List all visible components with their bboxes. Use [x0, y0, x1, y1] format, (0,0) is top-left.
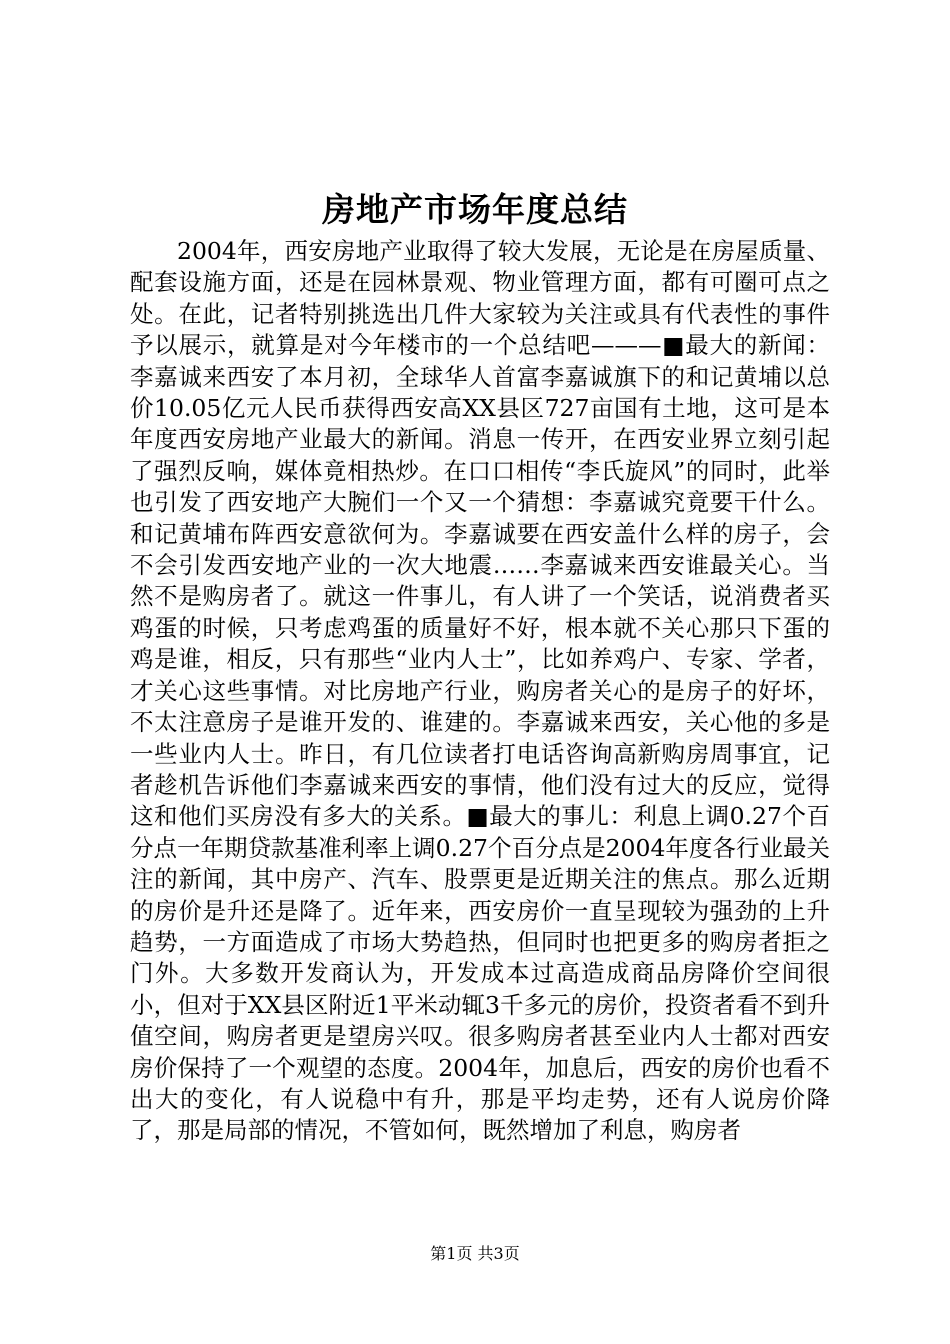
document-title: 房地产市场年度总结 — [322, 190, 628, 229]
document-body: 2004年，西安房地产业取得了较大发展，无论是在房屋质量、配套设施方面，还是在园林景观、物业管理方面，都有可圈可点之处。在此，记者特别挑选出几件大家较为关注或具有代表性的事件予以展示，就算是对今年楼市的一个总结吧———■最大的新闻：李嘉诚来西安了本月初，全球华人首富李嘉诚旗下的和记黄埔以总价10.05亿元人民币获得西安高XX县区727亩国有土地，这可是本年度西安房地产业最大的新闻。消息一传开，在西安业界立刻引起了强烈反响，媒体竟相热炒。在口口相传“李氏旋风”的同时，此举也引发了西安地产大腕们一个又一个猜想：李嘉诚究竟要干什么。和记黄埔布阵西安意欲何为。李嘉诚要在西安盖什么样的房子，会不会引发西安地产业的一次大地震……李嘉诚来西安谁最关心。当然不是购房者了。就这一件事儿，有人讲了一个笑话，说消费者买鸡蛋的时候，只考虑鸡蛋的质量好不好，根本就不关心那只下蛋的鸡是谁，相反，只有那些“业内人士”，比如养鸡户、专家、学者，才关心这些事情。对比房地产行业，购房者关心的是房子的好坏，不太注意房子是谁开发的、谁建的。李嘉诚来西安，关心他的多是一些业内人士。昨日，有几位读者打电话咨询高新购房周事宜，记者趁机告诉他们李嘉诚来西安的事情，他们没有过大的反应，觉得这和他们买房没有多大的关系。■最大的事儿：利息上调0.27个百分点一年期贷款基准利率上调0.27个百分点是2004年度各行业最关注的新闻，其中房产、汽车、股票更是近期关注的焦点。那么近期的房价是升还是降了。近年来，西安房价一直呈现较为强劲的上升趋势，一方面造成了市场大势趋热，但同时也把更多的购房者拒之门外。大多数开发商认为，开发成本过高造成商品房降价空间很小，但对于XX县区附近1平米动辄3千多元的房价，投资者看不到升值空间，购房者更是望房兴叹。很多购房者甚至业内人士都对西安房价保持了一个观望的态度。2004年，加息后，西安的房价也看不出大的变化，有人说稳中有升，那是平均走势，还有人说房价降了，那是局部的情况，不管如何，既然增加了利息，购房者 — [130, 237, 830, 1145]
page-footer: 第1页 共3页 — [430, 1244, 520, 1263]
